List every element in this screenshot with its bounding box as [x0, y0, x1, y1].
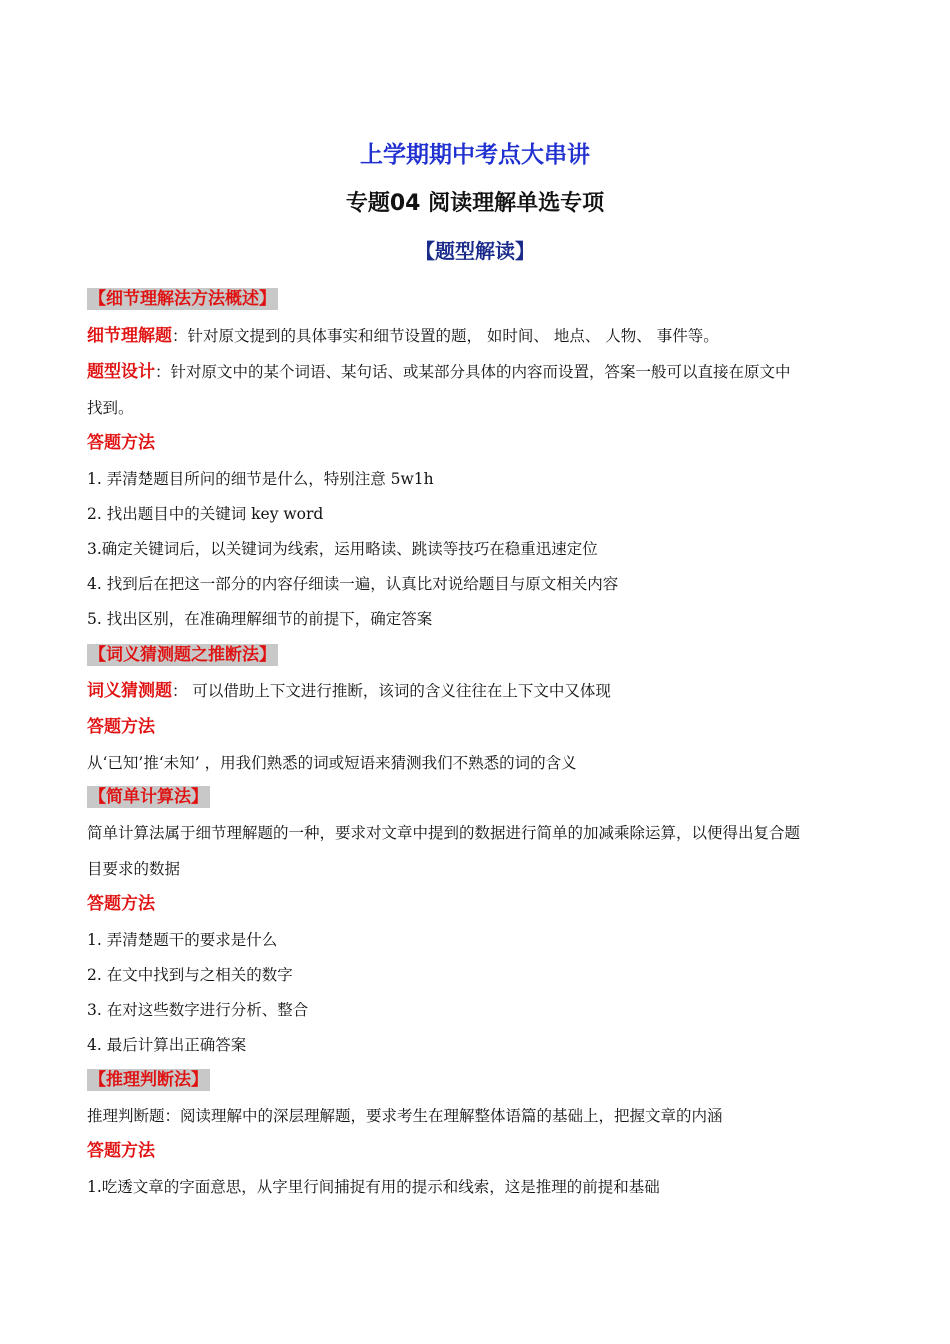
list-item: 1.吃透文章的字面意思，从字里行间捕捉有用的提示和线索，这是推理的前提和基础 [87, 1178, 660, 1196]
word-guess-tag: 【词义猜测题之推断法】 [89, 645, 276, 665]
calc-desc-1: 简单计算法属于细节理解题的一种，要求对文章中提到的数据进行简单的加减乘除运算，以便得出复合题 [87, 824, 801, 842]
detail-definition [87, 325, 719, 347]
method-title-2 [87, 716, 155, 738]
list-item: 2. 在文中找到与之相关的数字 [87, 966, 293, 984]
inference-tag-row [87, 1069, 210, 1091]
list-item: 3.确定关键词后，以关键词为线索，运用略读、跳读等技巧在稳重迅速定位 [87, 540, 598, 558]
list-item: 4. 找到后在把这一部分的内容仔细读一遍，认真比对说给题目与原文相关内容 [87, 575, 619, 593]
design-line-1 [87, 361, 791, 383]
word-guess-method: 从‘已知’推‘未知’ ，用我们熟悉的词或短语来猜测我们不熟悉的词的含义 [87, 754, 577, 772]
calc-tag: 【简单计算法】 [89, 787, 208, 807]
method-title-label: 答题方法 [87, 1141, 155, 1161]
list-item: 2. 找出题目中的关键词 key word [87, 505, 324, 523]
word-guess-tag-row [87, 644, 278, 666]
word-guess-text: ： 可以借助上下文进行推断，该词的含义往往在上下文中又体现 [172, 682, 611, 700]
design-label: 题型设计 [87, 362, 155, 382]
list-item: 1. 弄清楚题干的要求是什么 [87, 931, 278, 949]
section-heading: 【题型解读】 [415, 239, 535, 263]
list-item: 1. 弄清楚题目所问的细节是什么，特别注意 5w1h [87, 470, 434, 488]
calc-desc-2: 目要求的数据 [87, 860, 181, 878]
design-line-2: 找到。 [87, 399, 134, 417]
method-title-label: 答题方法 [87, 717, 155, 737]
list-item: 3. 在对这些数字进行分析、整合 [87, 1001, 309, 1019]
calc-tag-row [87, 786, 210, 808]
inference-tag: 【推理判断法】 [89, 1070, 208, 1090]
inference-desc: 推理判断题：阅读理解中的深层理解题，要求考生在理解整体语篇的基础上，把握文章的内涵 [87, 1107, 723, 1125]
detail-method-tag: 【细节理解法方法概述】 [89, 289, 276, 309]
list-item: 4. 最后计算出正确答案 [87, 1036, 247, 1054]
list-item: 5. 找出区别，在准确理解细节的前提下，确定答案 [87, 610, 433, 628]
method-title-label: 答题方法 [87, 894, 155, 914]
word-guess-definition [87, 680, 611, 702]
method-title-4 [87, 1140, 155, 1162]
word-guess-label: 词义猜测题 [87, 681, 172, 701]
detail-method-tag-row [87, 288, 278, 310]
document-subtitle: 专题04 阅读理解单选专项 [345, 191, 605, 216]
method-title-label: 答题方法 [87, 433, 155, 453]
detail-definition-text: ：针对原文提到的具体事实和细节设置的题， 如时间、 地点、 人物、 事件等。 [172, 327, 719, 345]
method-title-3 [87, 893, 155, 915]
method-title-1 [87, 432, 155, 454]
detail-definition-label: 细节理解题 [87, 326, 172, 346]
design-text-1: ：针对原文中的某个词语、某句话、或某部分具体的内容而设置，答案一般可以直接在原文中 [155, 363, 791, 381]
document-title: 上学期期中考点大串讲 [360, 142, 590, 168]
